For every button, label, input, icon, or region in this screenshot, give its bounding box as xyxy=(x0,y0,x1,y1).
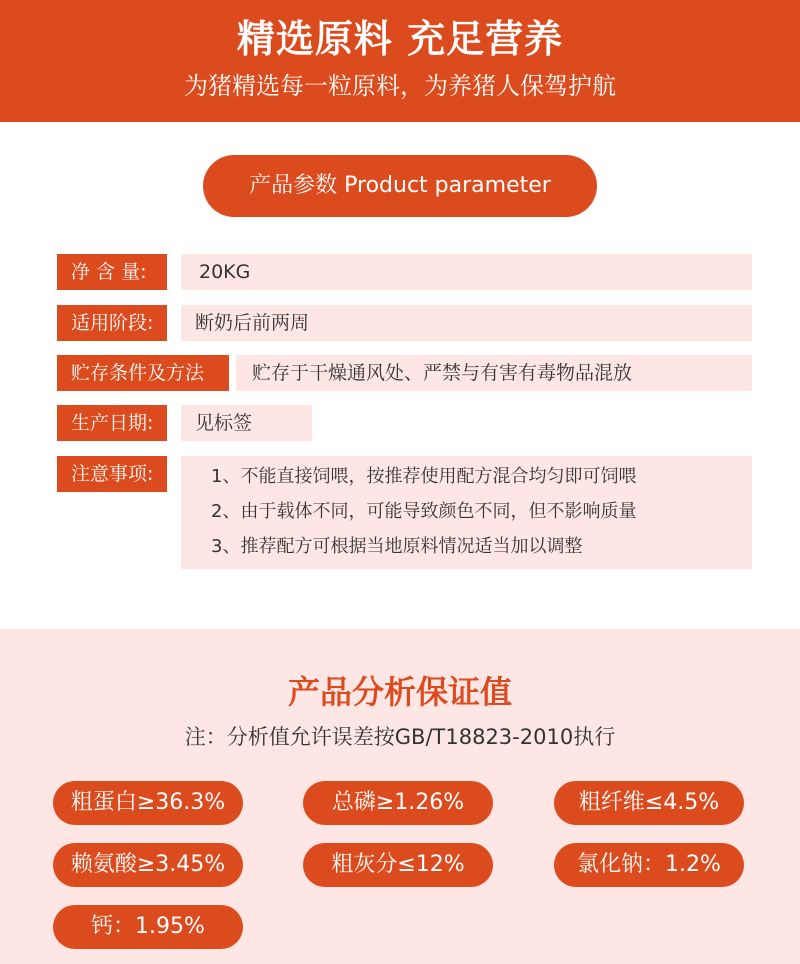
notes-box xyxy=(181,456,752,569)
param-value-stage: 断奶后前两周 xyxy=(181,305,752,341)
analysis-note: 注：分析值允许误差按GB/T18823-2010执行 xyxy=(184,725,616,749)
param-value-storage: 贮存于干燥通风处、严禁与有害有毒物品混放 xyxy=(236,355,752,391)
nutrient-crude-fiber: 粗纤维≤4.5% xyxy=(554,781,744,825)
nutrient-sodium-chloride: 氯化钠：1.2% xyxy=(554,843,744,887)
nutrient-crude-protein: 粗蛋白≥36.3% xyxy=(53,781,243,825)
param-label-storage: 贮存条件及方法 xyxy=(57,355,229,391)
header-subtitle: 为猪精选每一粒原料，为养猪人保驾护航 xyxy=(184,72,616,100)
param-value-production-date: 见标签 xyxy=(181,405,312,441)
nutrient-crude-ash: 粗灰分≤12% xyxy=(303,843,493,887)
header-banner xyxy=(0,0,800,122)
param-label-net-content: 净 含 量: xyxy=(57,254,167,290)
note-line: 1、不能直接饲喂，按推荐使用配方混合均匀即可饲喂 xyxy=(211,466,637,487)
product-parameter-heading: 产品参数 Product parameter xyxy=(203,155,597,217)
header-title: 精选原料 充足营养 xyxy=(236,17,564,61)
param-label-stage: 适用阶段: xyxy=(57,305,167,341)
nutrient-calcium: 钙：1.95% xyxy=(53,905,243,949)
param-value-net-content: 20KG xyxy=(181,254,752,290)
analysis-title: 产品分析保证值 xyxy=(287,673,512,711)
nutrient-total-phosphorus: 总磷≥1.26% xyxy=(303,781,493,825)
param-label-production-date: 生产日期: xyxy=(57,405,167,441)
note-line: 2、由于载体不同，可能导致颜色不同，但不影响质量 xyxy=(211,501,637,522)
param-label-notes: 注意事项: xyxy=(57,456,167,492)
note-line: 3、推荐配方可根据当地原料情况适当加以调整 xyxy=(211,536,583,557)
nutrient-lysine: 赖氨酸≥3.45% xyxy=(53,843,243,887)
